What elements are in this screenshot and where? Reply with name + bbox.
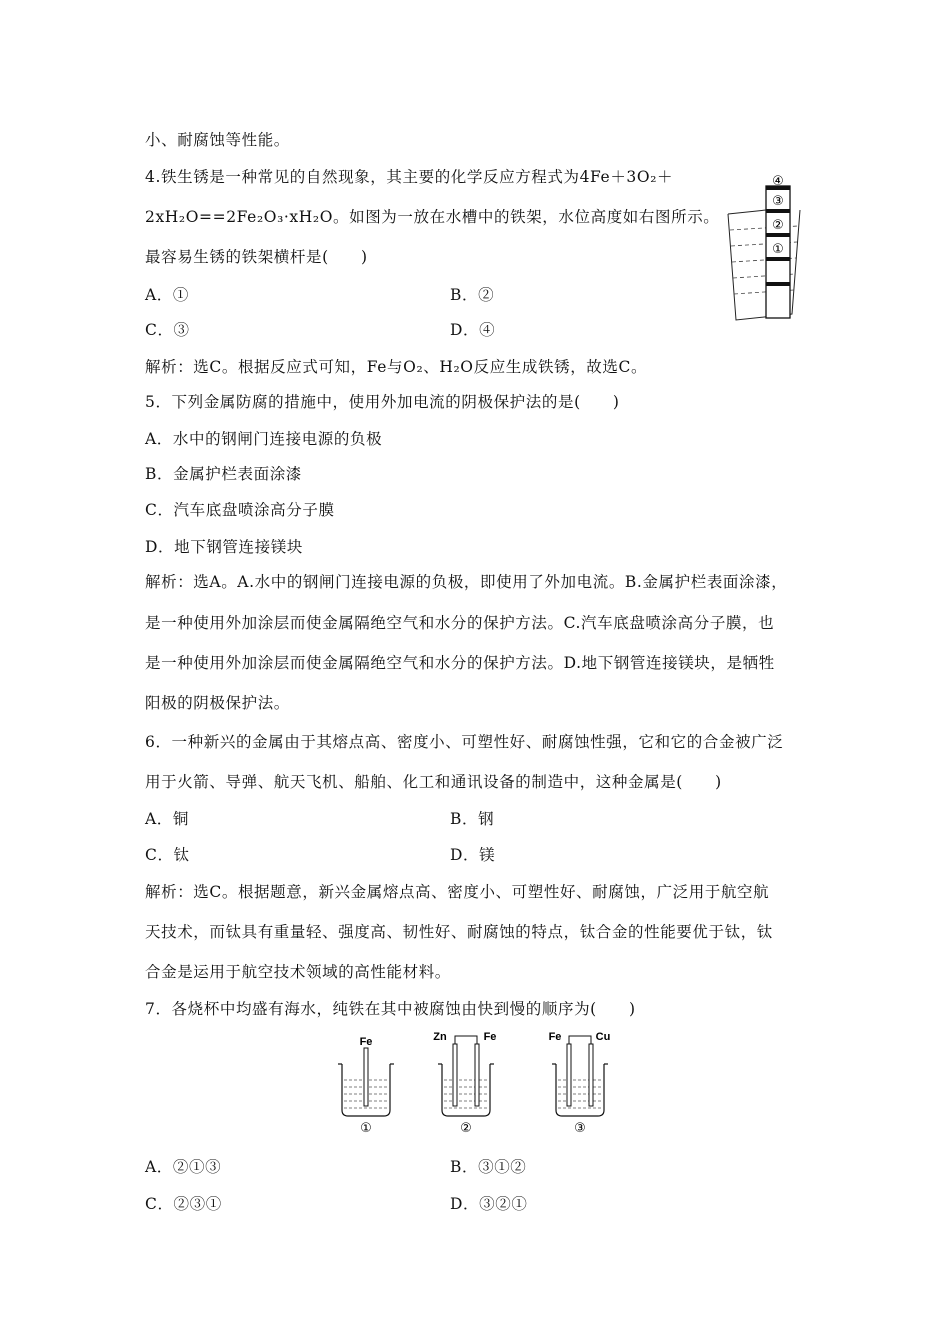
q7-option-a: A．②①③ xyxy=(145,1158,222,1176)
q5-option-c: C．汽车底盘喷涂高分子膜 xyxy=(145,501,335,519)
frame-label-4: ④ xyxy=(772,173,784,188)
q4-option-d: D．④ xyxy=(450,321,496,339)
q6-option-a: A．铜 xyxy=(145,810,189,828)
q4-option-b: B．② xyxy=(450,286,495,304)
q6-stem-line2: 用于火箭、导弹、航天飞机、船舶、化工和通讯设备的制造中，这种金属是( ) xyxy=(145,773,722,791)
q4-stem-line2: 2xH₂O==2Fe₂O₃·xH₂O。如图为一放在水槽中的铁架，水位高度如右图所示。 xyxy=(145,208,720,226)
frame-label-2: ② xyxy=(772,217,784,232)
q4-option-a: A．① xyxy=(145,286,189,304)
beaker-3-electrode-right: Cu xyxy=(595,1031,611,1043)
beaker-2 xyxy=(433,1031,496,1135)
frame-label-3: ③ xyxy=(772,193,784,208)
beaker-3 xyxy=(549,1031,611,1135)
beaker-1-electrode: Fe xyxy=(359,1036,373,1048)
q5-stem: 5．下列金属防腐的措施中，使用外加电流的阴极保护法的是( ) xyxy=(145,393,620,411)
q4-option-c: C．③ xyxy=(145,321,190,339)
beaker-2-electrode-right: Fe xyxy=(483,1031,497,1043)
q4-stem-line1: 4.铁生锈是一种常见的自然现象，其主要的化学反应方程式为4Fe＋3O₂＋ xyxy=(145,168,674,186)
q6-analysis-line2: 天技术，而钛具有重量轻、强度高、韧性好、耐腐蚀的特点，钛合金的性能要优于钛，钛 xyxy=(145,923,773,941)
beaker-3-electrode-left: Fe xyxy=(548,1031,562,1043)
q5-option-b: B．金属护栏表面涂漆 xyxy=(145,465,302,483)
beaker-2-label: ② xyxy=(460,1120,472,1135)
q4-analysis: 解析：选C。根据反应式可知，Fe与O₂、H₂O反应生成铁锈，故选C。 xyxy=(145,358,648,376)
q5-analysis-line2: 是一种使用外加涂层而使金属隔绝空气和水分的保护方法。C.汽车底盘喷涂高分子膜，也 xyxy=(145,614,775,632)
frame-label-1: ① xyxy=(772,241,784,256)
beaker-2-electrode-left: Zn xyxy=(433,1031,447,1043)
q4-iron-frame-figure xyxy=(726,172,802,324)
q7-beakers-figure xyxy=(330,1028,620,1138)
continuation-text: 小、耐腐蚀等性能。 xyxy=(145,131,290,149)
q5-analysis-line1: 解析：选A。A.水中的钢闸门连接电源的负极，即使用了外加电流。B.金属护栏表面涂漆， xyxy=(145,573,788,591)
beaker-1 xyxy=(338,1036,394,1135)
q7-option-c: C．②③① xyxy=(145,1195,222,1213)
q6-option-b: B．钢 xyxy=(450,810,495,828)
q6-option-d: D．镁 xyxy=(450,846,496,864)
q7-option-b: B．③①② xyxy=(450,1158,527,1176)
beaker-1-label: ① xyxy=(360,1120,372,1135)
q5-analysis-line3: 是一种使用外加涂层而使金属隔绝空气和水分的保护方法。D.地下钢管连接镁块，是牺牲 xyxy=(145,654,775,672)
q7-option-d: D．③②① xyxy=(450,1195,528,1213)
q6-analysis-line3: 合金是运用于航空技术领域的高性能材料。 xyxy=(145,963,451,981)
q5-option-a: A．水中的钢闸门连接电源的负极 xyxy=(145,430,383,448)
q6-analysis-line1: 解析：选C。根据题意，新兴金属熔点高、密度小、可塑性好、耐腐蚀，广泛用于航空航 xyxy=(145,883,770,901)
q4-stem-line3: 最容易生锈的铁架横杆是( ) xyxy=(145,248,368,266)
q5-analysis-line4: 阳极的阴极保护法。 xyxy=(145,694,290,712)
q6-stem-line1: 6．一种新兴的金属由于其熔点高、密度小、可塑性好、耐腐蚀性强，它和它的合金被广泛 xyxy=(145,733,784,751)
beaker-3-label: ③ xyxy=(574,1120,586,1135)
q5-option-d: D．地下钢管连接镁块 xyxy=(145,538,303,556)
q6-option-c: C．钛 xyxy=(145,846,190,864)
q7-stem: 7．各烧杯中均盛有海水，纯铁在其中被腐蚀由快到慢的顺序为( ) xyxy=(145,1000,636,1018)
